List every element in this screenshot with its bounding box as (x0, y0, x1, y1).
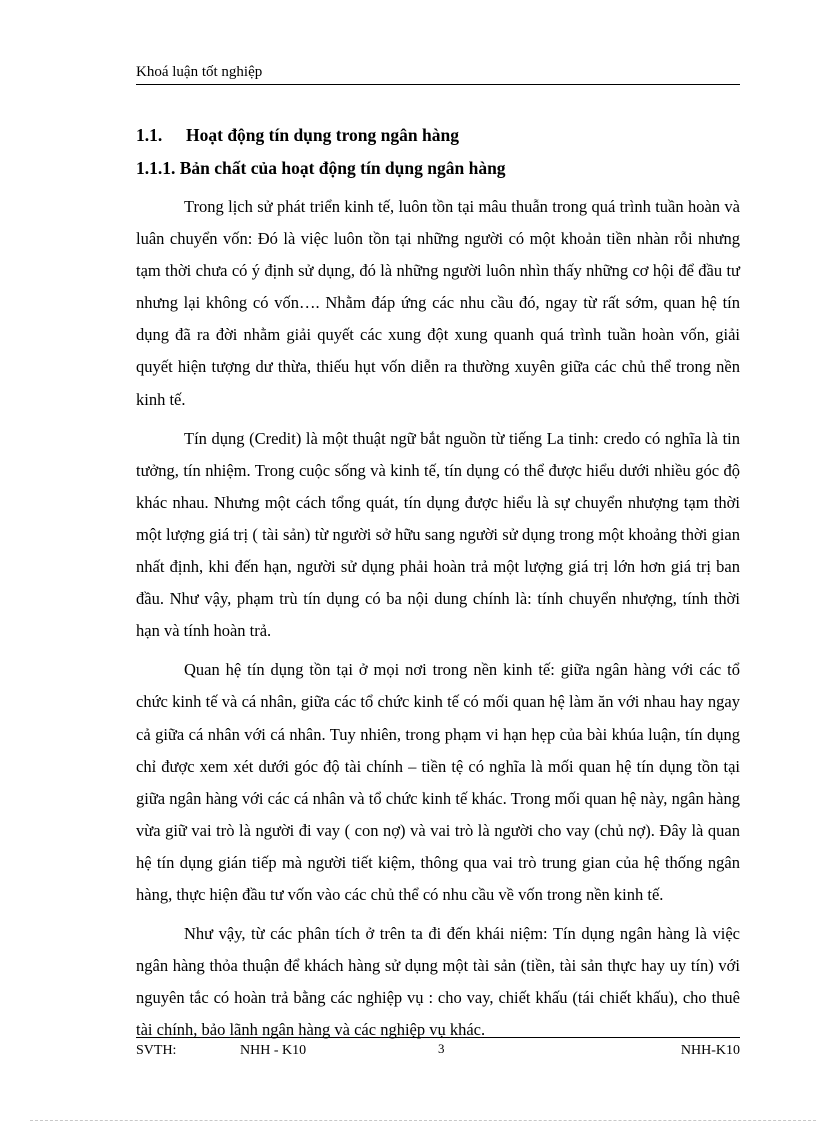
paragraph-2: Tín dụng (Credit) là một thuật ngữ bắt nguồn từ tiếng La tinh: credo có nghĩa là tin tưởng, tín nhiệm. Trong cuộc sống và kinh tế, tín dụng có thể được hiểu dưới nhiều góc độ khác nhau. Nhưng một cách tổng quát, tín dụng được hiểu là sự chuyển nhượng tạm thời một lượng giá trị ( tài sản) từ người sở hữu sang người sử dụng trong một khoảng thời gian nhất định, khi đến hạn, người sử dụng phải hoàn trả một lượng giá trị lớn hơn giá trị ban đầu. Như vậy, phạm trù tín dụng có ba nội dung chính là: tính chuyển nhượng, tính thời hạn và tính hoàn trả. (136, 428, 740, 641)
footer-label: SVTH: (136, 1043, 177, 1058)
section-heading (136, 124, 459, 146)
subsection-title: 1.1.1. Bản chất của hoạt động tín dụng ngân hàng (136, 158, 506, 178)
page-header (136, 62, 740, 85)
footer-right-code: NHH-K10 (680, 1043, 740, 1058)
paragraph-1: Trong lịch sử phát triển kinh tế, luôn tồn tại mâu thuẫn trong quá trình tuần hoàn và luân chuyển vốn: Đó là việc luôn tồn tại những người có một khoản tiền nhàn rỗi nhưng tạm thời chưa có ý định sử dụng, đó là những người luôn nhìn thấy những cơ hội để đầu tư nhưng lại không có vốn…. Nhằm đáp ứng các nhu cầu đó, ngay từ rất sớm, quan hệ tín dụng đã ra đời nhằm giải quyết các xung đột xung quanh quá trình tuần hoàn vốn, giải quyết hiện tượng dư thừa, thiếu hụt vốn diễn ra thường xuyên giữa các chủ thể trong nền kinh tế. (136, 197, 740, 409)
paragraph-3: Quan hệ tín dụng tồn tại ở mọi nơi trong nền kinh tế: giữa ngân hàng với các tổ chức kinh tế và cá nhân, giữa các tổ chức kinh tế có mối quan hệ làm ăn với nhau hay ngay cả giữa cá nhân với cá nhân. Tuy nhiên, trong phạm vi hạn hẹp của bài khúa luận, tín dụng chỉ được xem xét dưới góc độ tài chính – tiền tệ có nghĩa là mối quan hệ tín dụng tồn tại giữa ngân hàng với các cá nhân và tổ chức kinh tế khác. Trong mối quan hệ này, ngân hàng vừa giữ vai trò là người đi vay ( con nợ) và vai trò là người cho vay (chủ nợ). Đây là quan hệ tín dụng gián tiếp mà người tiết kiệm, thông qua vai trò trung gian của hệ thống ngân hàng, thực hiện đầu tư vốn vào các chủ thể có nhu cầu về vốn trong nền kinh tế. (136, 660, 740, 904)
paragraph-4: Như vậy, từ các phân tích ở trên ta đi đến khái niệm: Tín dụng ngân hàng là việc ngân hàng thỏa thuận để khách hàng sử dụng một tài sản (tiền, tài sản thực hay uy tín) với nguyên tắc có hoàn trả bằng các nghiệp vụ : cho vay, chiết khấu (tái chiết khấu), cho thuê tài chính, bảo lãnh ngân hàng và các nghiệp vụ khác. (136, 924, 740, 1040)
body-text (136, 191, 740, 1053)
section-title: Hoạt động tín dụng trong ngân hàng (186, 125, 459, 145)
header-title: Khoá luận tốt nghiệp (136, 64, 263, 80)
subsection-heading (136, 157, 506, 179)
section-number: 1.1. (136, 125, 163, 145)
page-bottom-divider (30, 1120, 816, 1121)
page-footer (136, 1037, 740, 1058)
page-number: 3 (438, 1041, 445, 1056)
footer-class-code: NHH - K10 (240, 1043, 307, 1058)
